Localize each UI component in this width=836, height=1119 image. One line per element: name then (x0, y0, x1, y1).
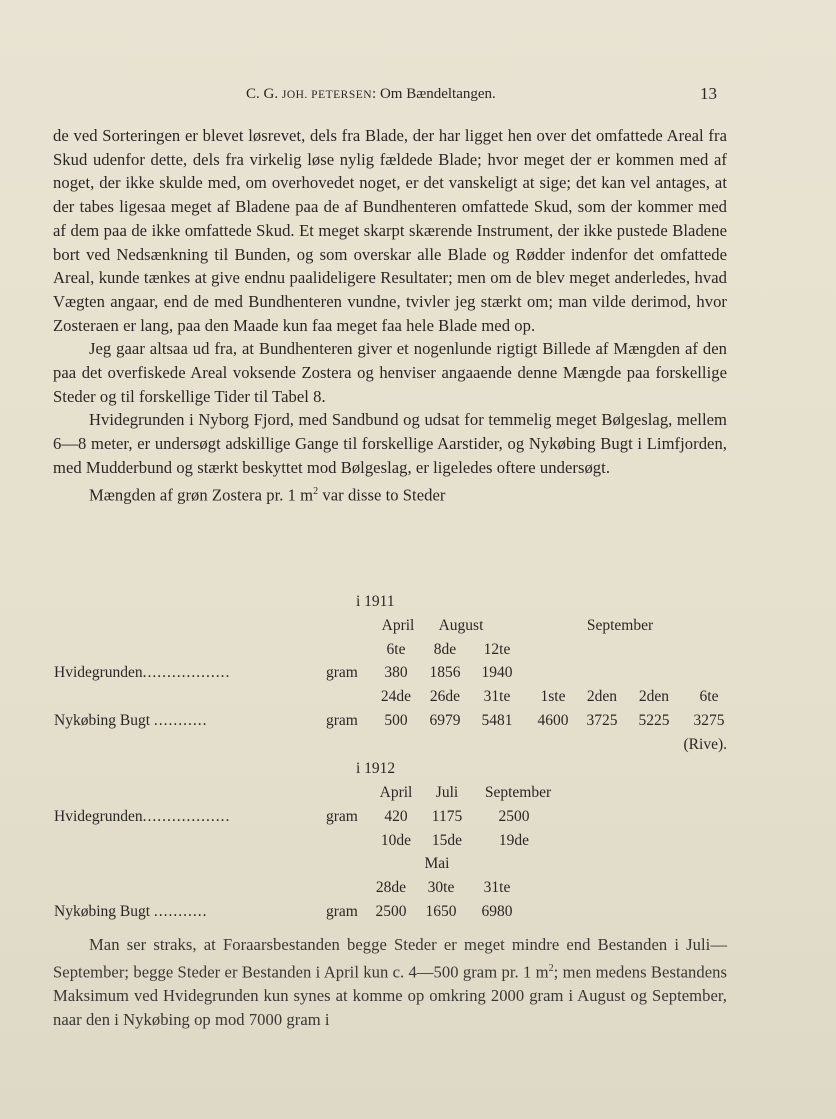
date-cell: 8de (433, 641, 457, 658)
date-cell: 19de (498, 832, 530, 849)
value-cell: 1650 (425, 903, 457, 920)
value-cell: 3725 (586, 712, 618, 729)
value-cell: 6980 (481, 903, 513, 920)
date-cell: 10de (380, 832, 412, 849)
date-cell: 31te (483, 879, 511, 896)
author-name: JOH. PETERSEN (281, 89, 373, 101)
unit-label: gram (326, 903, 358, 920)
value-cell: 1175 (431, 808, 463, 825)
paragraph-2: Jeg gaar altsaa ud fra, at Bundhenteren giver et nogenlunde rigtigt Billede af Mængden af den paa det overfiskede Areal voksende Zostera og henviser angaaende denne Mængde paa forskellige Steder og til forskellige Tider til Tabel 8. (53, 339, 727, 406)
value-cell: 1940 (481, 664, 513, 681)
row-label: Nykøbing Bugt ........... (54, 712, 208, 729)
date-cell: 15de (431, 832, 463, 849)
date-cell: 6te (386, 641, 406, 658)
value-cell: 2500 (498, 808, 530, 825)
date-cell: 1ste (540, 688, 566, 705)
date-cell: 26de (429, 688, 461, 705)
value-cell: 2500 (375, 903, 407, 920)
col-september-1911: September (586, 617, 654, 634)
rive-note: (Rive). (683, 736, 727, 753)
date-cell: 24de (380, 688, 412, 705)
date-cell: 2den (638, 688, 670, 705)
value-cell: 4600 (537, 712, 569, 729)
col-august-1911: August (438, 617, 484, 634)
value-cell: 3275 (693, 712, 725, 729)
row-label: Hvidegrunden.................. (54, 808, 231, 825)
year-1911-heading: i 1911 (356, 593, 395, 610)
date-cell: 12te (483, 641, 511, 658)
paragraph-3: Hvidegrunden i Nyborg Fjord, med Sandbund og udsat for temmelig meget Bølgeslag, mellem 6—8 meter, er undersøgt adskillige Gange til forskellige Aarstider, og Nykøbing Bugt i Limfjorden, med Mudderbund og stærkt beskyttet mod Bølgeslag, er ligeledes oftere undersøgt. (53, 410, 727, 477)
date-cell: 2den (586, 688, 618, 705)
year-1912-heading: i 1912 (356, 760, 396, 777)
running-title: C. G. JOH. PETERSEN: Om Bændeltangen. (246, 86, 496, 102)
paragraph-1: de ved Sorteringen er blevet løsrevet, dels fra Blade, der har ligget hen over det omfattede Areal fra Skud udenfor dette, dels fra virkelig løse nylig fældede Blade; hvor meget der er kommen med af noget, der ikke skulde med, om overhovedet noget, er det vanskeligt at sige; det kan vel antages, at der tabes ligesaa meget af Bladene paa de af Bundhenteren omfattede Skud, som der kommer med af dem paa de ikke omfattede Skud. Et meget skarpt skærende Instrument, der ikke pustede Bladene bort ved Nedsænkning til Bunden, og som overskar alle Blade og Rødder indenfor det omfattede Areal, kunde tænkes at give endnu paalideligere Resultater; men om de blev meget anderledes, hvad Vægten angaar, end de med Bundhenteren vundne, tvivler jeg stærkt om; man vilde derimod, hvor Zosteraen er lang, paa den Maade kun faa meget faa hele Blade med op. (53, 126, 727, 335)
col-juli-1912: Juli (435, 784, 459, 801)
date-cell: 31te (483, 688, 511, 705)
value-cell: 5481 (481, 712, 513, 729)
unit-label: gram (326, 664, 358, 681)
date-cell: 6te (699, 688, 719, 705)
col-september-1912: September (484, 784, 552, 801)
col-april-1912: April (379, 784, 413, 801)
unit-label: gram (326, 808, 358, 825)
date-cell: 28de (375, 879, 407, 896)
col-mai-1912: Mai (424, 855, 450, 872)
row-label: Hvidegrunden.................. (54, 664, 231, 681)
unit-label: gram (326, 712, 358, 729)
row-label: Nykøbing Bugt ........... (54, 903, 208, 920)
value-cell: 6979 (429, 712, 461, 729)
col-april-1911: April (381, 617, 415, 634)
paragraph-closing: Man ser straks, at Foraarsbestanden begge Steder er meget mindre end Bestanden i Juli—September; begge Steder er Bestanden i April kun c. 4—500 gram pr. 1 $m^2$; men medens Bestandens Maksimum ved Hvidegrunden kun synes at komme op omkring 2000 gram i August og September, naar den i Nykøbing op mod 7000 gram i (53, 935, 727, 1029)
page-number: 13 (700, 84, 717, 103)
closing-text (53, 933, 727, 1031)
intro-line: Mængden af grøn Zostera pr. 1 $m^2$ var disse to Steder (89, 485, 446, 505)
date-cell: 30te (427, 879, 455, 896)
value-cell: 500 (384, 712, 408, 729)
value-cell: 5225 (638, 712, 670, 729)
value-cell: 1856 (429, 664, 461, 681)
value-cell: 380 (384, 664, 408, 681)
value-cell: 420 (384, 808, 408, 825)
